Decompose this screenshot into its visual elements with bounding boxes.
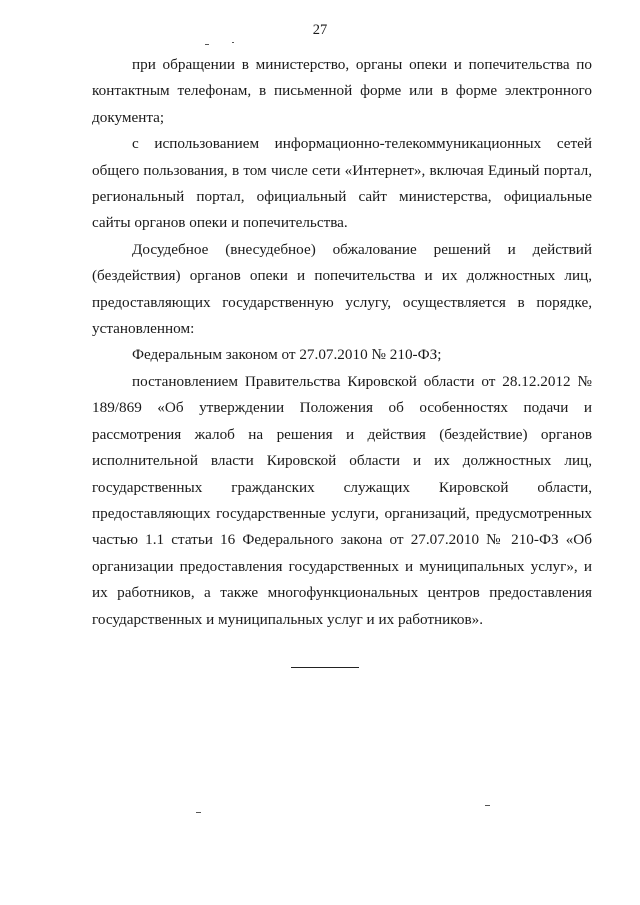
closing-divider [291, 667, 359, 668]
scan-speck [232, 42, 234, 43]
paragraph-contact-methods: при обращении в министерство, органы опеки и попечительства по контактным телефонам, в письменной форме или в форме электронного документа; [92, 56, 592, 126]
paragraph-federal-law: Федеральным законом от 27.07.2010 № 210-ФЗ; [132, 346, 442, 364]
document-body [92, 52, 592, 633]
scan-speck [196, 812, 201, 813]
paragraph-government-resolution: постановлением Правительства Кировской области от 28.12.2012 № 189/869 «Об утверждении Положения об особенностях подачи и рассмотрения жалоб на решения и действия (бездействие) органов исполнительной власти Кировской области и их должностных лиц, государственных гражданских служащих Кировской области, предоставляющих государственные услуги, организаций, предусмотренных частью 1.1 статьи 16 Федерального закона от 27.07.2010 № 210-ФЗ «Об организации предоставления государственных и муниципальных услуг», и их работников, а также многофункциональных центров предоставления государственных и муниципальных услуг и их работников». [92, 372, 592, 628]
scan-speck [485, 805, 490, 806]
page-number: 27 [312, 22, 328, 38]
scan-speck [205, 44, 209, 45]
paragraph-appeal-procedure: Досудебное (внесудебное) обжалование решений и действий (бездействия) органов опеки и попечительства и их должностных лиц, предоставляющих государственную услугу, осуществляется в порядке, установленном: [92, 240, 592, 338]
paragraph-internet-methods: с использованием информационно-телекоммуникационных сетей общего пользования, в том числе сети «Интернет», включая Единый портал, региональный портал, официальный сайт министерства, официальные сайты органов опеки и попечительства. [92, 135, 592, 232]
